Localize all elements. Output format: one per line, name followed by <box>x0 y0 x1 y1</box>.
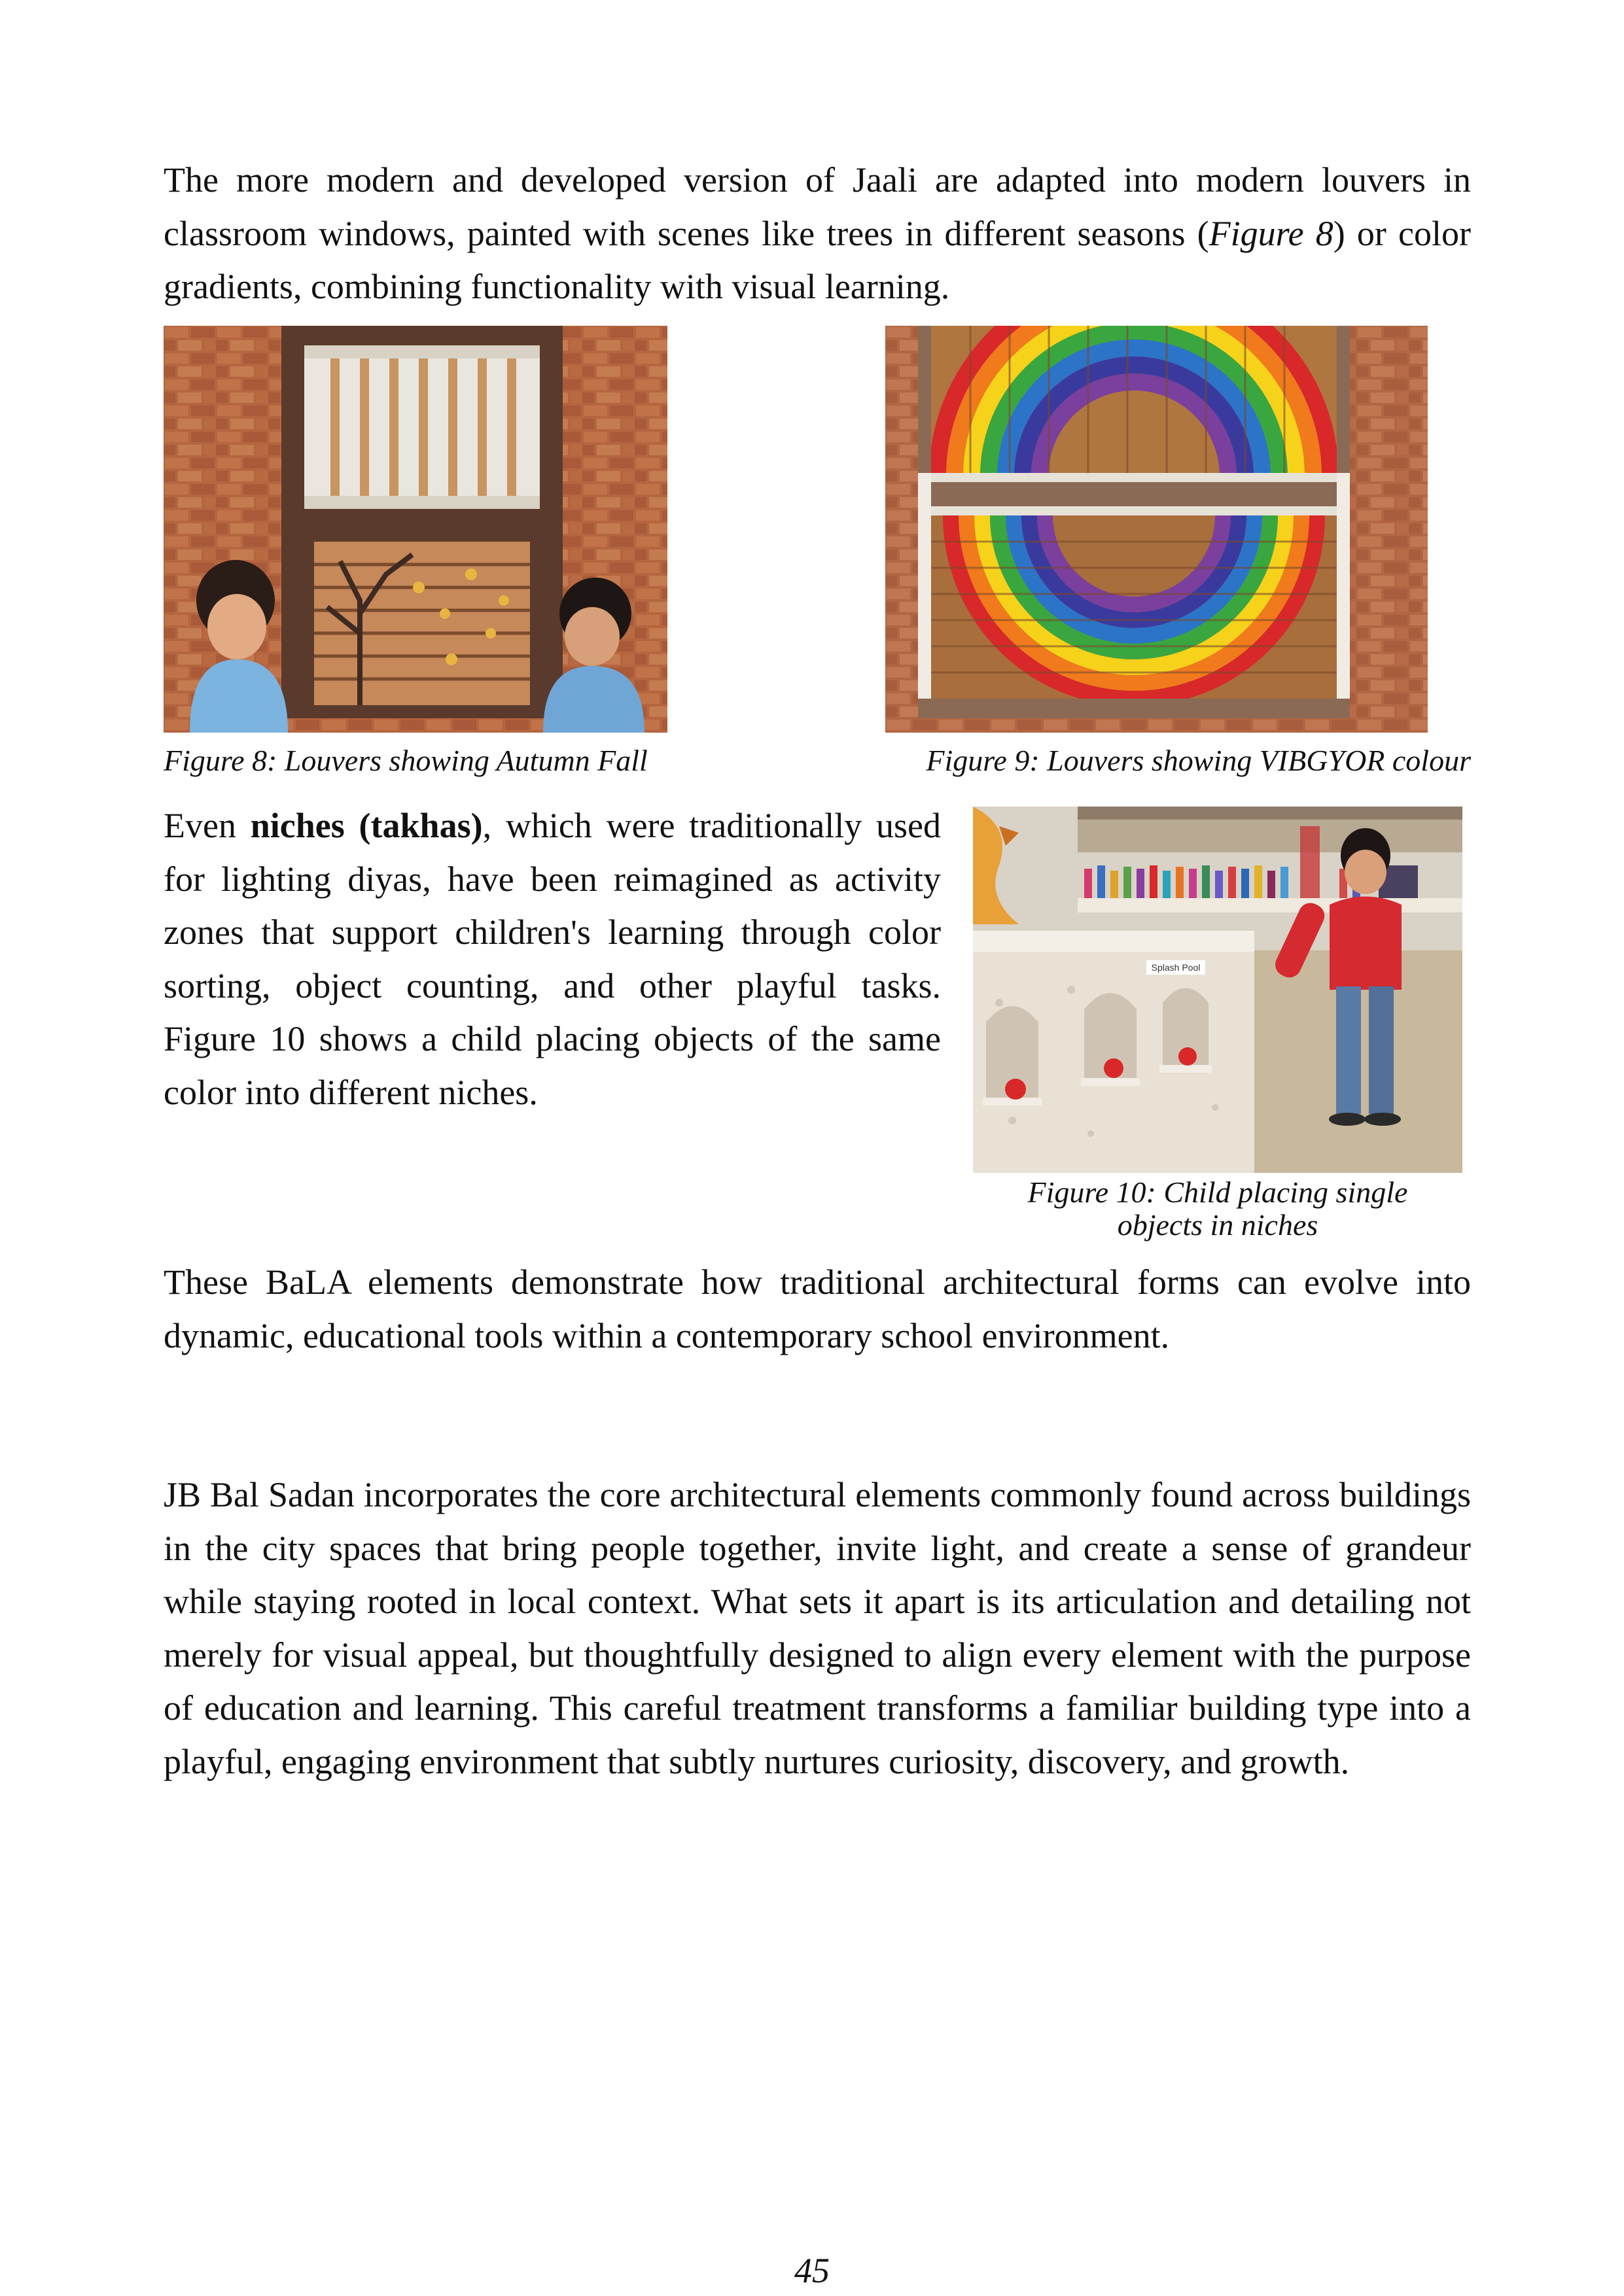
figure-10-photo <box>973 807 1462 1173</box>
figure-8-photo <box>164 326 667 733</box>
figure-8-reference: Figure 8 <box>1209 213 1333 253</box>
intro-text: The more modern and developed version of Jaali are adapted into modern louvers in classroom windows, painted with scenes like trees in different seasons ( <box>164 160 1471 253</box>
niches-text-rest: , which were traditionally used for lighting diyas, have been reimagined as activity zones that support children's learning through color sorting, object counting, and other playful tasks. Figure 10 shows a child placing objects of the same color into different niches. <box>164 806 941 1112</box>
figure-9-photo <box>885 326 1428 733</box>
figure-9-caption: Figure 9: Louvers showing VIBGYOR colour <box>926 744 1471 777</box>
intro-text-end: ) or color gradients, combining functionality with visual learning. <box>164 213 1472 306</box>
niches-paragraph <box>164 799 941 1119</box>
page-number: 45 <box>794 2251 830 2290</box>
niches-term: niches (takhas) <box>250 806 483 845</box>
figure-10-caption-line1: Figure 10: Child placing single <box>1027 1175 1408 1209</box>
figure-10-caption-line2: objects in niches <box>1117 1208 1318 1242</box>
figure-10-caption <box>973 1176 1462 1242</box>
splash-pool-sign: Splash Pool <box>1151 962 1201 973</box>
niches-text-lead: Even <box>164 806 251 845</box>
bala-paragraph: These BaLA elements demonstrate how traditional architectural forms can evolve into dynamic, educational tools within a contemporary school environment. <box>164 1262 1471 1355</box>
intro-paragraph <box>164 154 1471 314</box>
figure-8-caption: Figure 8: Louvers showing Autumn Fall <box>164 744 648 777</box>
closing-paragraph: JB Bal Sadan incorporates the core architectural elements commonly found across buildings in the city spaces that bring people together, invite light, and create a sense of grandeur while staying rooted in local context. What sets it apart is its articulation and detailing not merely for visual appeal, but thoughtfully designed to align every element with the purpose of education and learning. This careful treatment transforms a familiar building type into a playful, engaging environment that subtly nurtures curiosity, discovery, and growth. <box>164 1475 1471 1781</box>
